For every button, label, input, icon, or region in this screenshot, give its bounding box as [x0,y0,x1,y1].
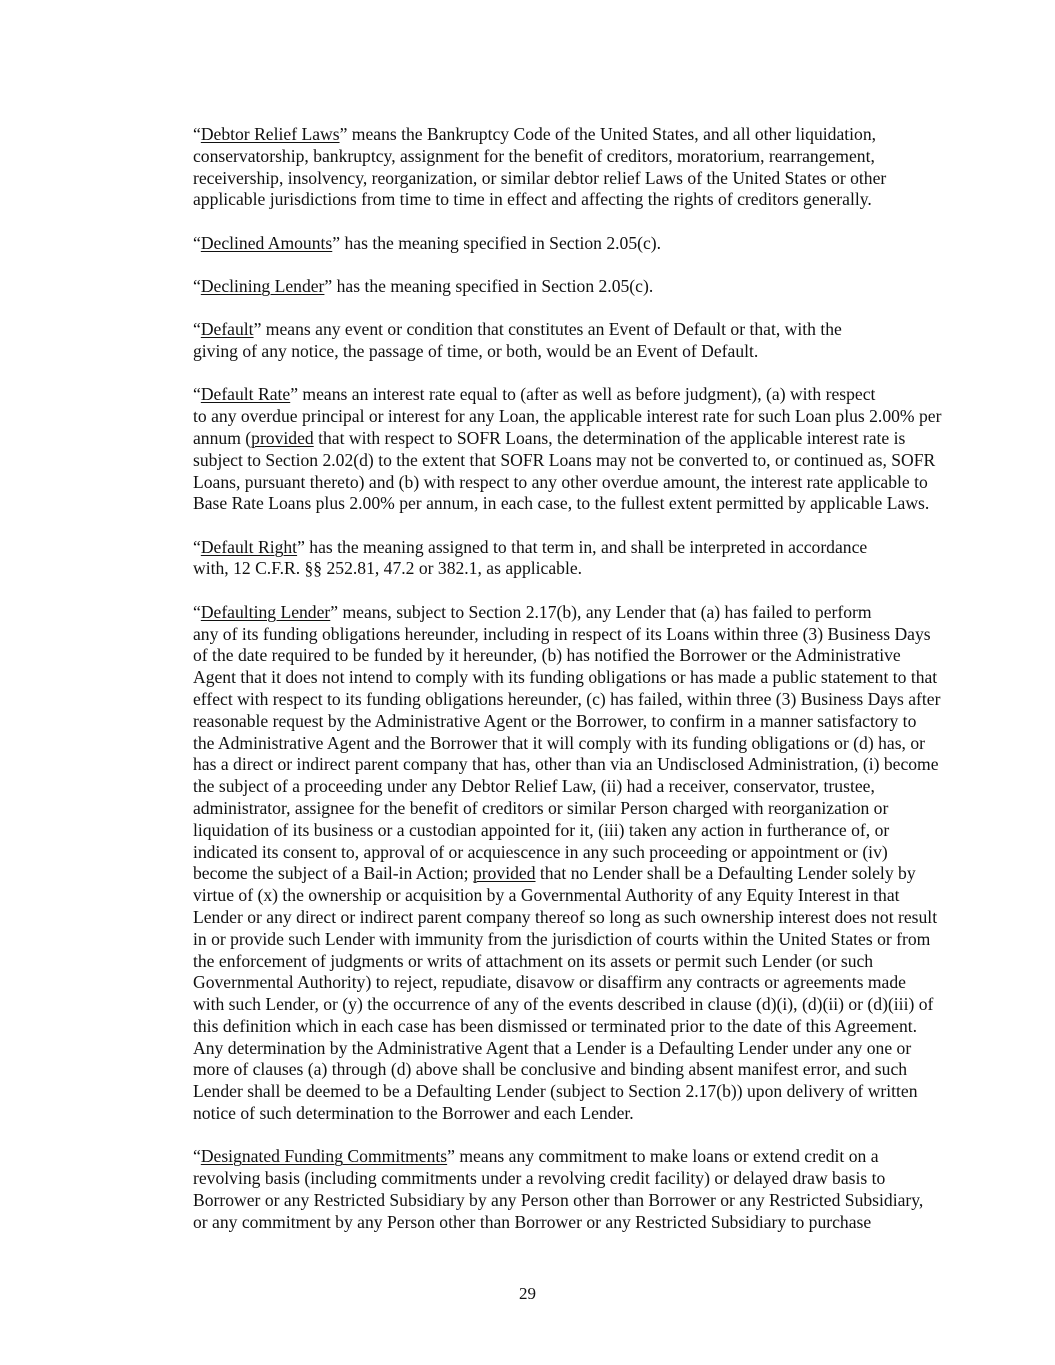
text-line: notice of such determination to the Borrower and each Lender. [193,1103,634,1124]
text-line: Agent that it does not intend to comply with its funding obligations or has made a public statement to that [193,667,938,688]
defined-term: Debtor Relief Laws [200,124,340,144]
page-number: 29 [519,1284,536,1303]
definition-designated-funding-commitments: “Designated Funding Commitments” means any commitment to make loans or extend credit on a revolving basis (including commitments under a revolving credit facility) or delayed draw basis to Borrower or any Restricted Subsidiary by any Person other than Borrower or any Restricted Subsidiary, or any commitment by any Person other than Borrower or any Restricted Subsidiary to purchase [124,1146,939,1233]
definition-default-right: “Default Right” has the meaning assigned to that term in, and shall be interpreted in accordance with, 12 C.F.R. §§ 252.81, 47.2 or 382.1, as applicable. [124,537,939,581]
text-line: or any commitment by any Person other than Borrower or any Restricted Subsidiary to purchase [193,1211,872,1232]
text-line: ” has the meaning specified in Section 2.05(c). [332,232,662,253]
text-line: more of clauses (a) through (d) above shall be conclusive and binding absent manifest error, and such [193,1059,908,1080]
text-line: annum (provided that with respect to SOFR Loans, the determination of the applicable interest rate is [193,427,906,448]
text-line: revolving basis (including commitments under a revolving credit facility) or delayed draw basis to [193,1168,886,1189]
definition-default: “Default” means any event or condition that constitutes an Event of Default or that, with the giving of any notice, the passage of time, or both, would be an Event of Default. [124,319,939,363]
definition-debtor-relief-laws: “Debtor Relief Laws” means the Bankruptcy Code of the United States, and all other liquidation, conservatorship, bankruptcy, assignment for the benefit of creditors, moratorium, rearrangement, receivership, insolvency, reorganization, or similar debtor relief Laws of the United States or other applicable jurisdictions from time to time in effect and affecting the rights of creditors generally. [124,124,939,211]
defined-term: Default Rate [200,384,291,405]
text-line: ” has the meaning specified in Section 2.05(c). [324,275,654,296]
text-line: applicable jurisdictions from time to time in effect and affecting the rights of creditors generally. [193,189,872,210]
text-line: in or provide such Lender with immunity from the jurisdiction of courts within the United States or from [193,928,931,949]
text-line: ” means the Bankruptcy Code of the United States, and all other liquidation, [339,124,877,144]
text-line: with such Lender, or (y) the occurrence of any of the events described in clause (d)(i), (d)(ii) or (d)(iii) of [193,994,934,1015]
text-line: any of its funding obligations hereunder, including in respect of its Loans within three (3) Business Days [193,623,931,644]
emphasis-provided: provided [251,427,314,448]
definition-declining-lender: “Declining Lender” has the meaning specified in Section 2.05(c). [193,275,654,296]
text-line: the subject of a proceeding under any Debtor Relief Law, (ii) had a receiver, conservator, trustee, [193,776,875,797]
text-line: Any determination by the Administrative Agent that a Lender is a Defaulting Lender under any one or [193,1037,912,1058]
defined-term: Declining Lender [200,275,325,296]
emphasis-provided: provided [472,863,536,884]
definition-defaulting-lender: “Defaulting Lender” means, subject to Section 2.17(b), any Lender that (a) has failed to perform any of its funding obligations hereunder, including in respect of its Loans within three (3) Business Days of the date required to be funded by it hereunder, (b) has notified the Borrower or the Administrative Agent that it does not intend to comply with its funding obligations or has made a public statement to that effect with respect to its funding obligations hereunder, (c) has failed, within three (3) Business Days after reasonable request by the Administrative Agent or the Borrower, to confirm in a manner satisfactory to the Administrative Agent and the Borrower that it will comply with its funding obligations or (d) has, or has a direct or indirect parent company that has, other than via an Undisclosed Administration, (i) become the subject of a proceeding under any Debtor Relief Law, (ii) had a receiver, conservator, trustee, administrator, assignee for the benefit of creditors or similar Person charged with reorganization or liquidation of its business or a custodian appointed for it, (iii) taken any action in furtherance of, or indicated its consent to, approval of or acquiescence in any such proceeding or appointment or (iv) become the subject of a Bail-in Action; provided that no Lender shall be a Defaulting Lender solely by virtue of (x) the ownership or acquisition by a Governmental Authority of any Equity Interest in that Lender or any direct or indirect parent company thereof so long as such ownership interest does not result in or provide such Lender with immunity from the jurisdiction of courts within the United States or from the enforcement of judgments or writs of attachment on its assets or permit such Lender (or such Governmental Authority) to reject, repudiate, disavow or disaffirm any contracts or agreements made with such Lender, or (y) the occurrence of any of the events described in clause (d)(i), (d)(ii) or (d)(iii) of this definition which in each case has been dismissed or terminated prior to the date of this Agreement. Any determination by the Administrative Agent that a Lender is a Defaulting Lender under any one or more of clauses (a) through (d) above shall be conclusive and binding absent manifest error, and such Lender shall be deemed to be a Defaulting Lender (subject to Section 2.17(b)) upon delivery of written notice of such determination to the Borrower and each Lender. [124,602,939,1125]
text-line: become the subject of a Bail-in Action; provided that no Lender shall be a Defaulting Lender solely by [193,863,916,884]
text-line: Governmental Authority) to reject, repudiate, disavow or disaffirm any contracts or agreements made [193,972,906,993]
definition-default-rate: “Default Rate” means an interest rate equal to (after as well as before judgment), (a) with respect to any overdue principal or interest for any Loan, the applicable interest rate for such Loan plus 2.00% per annum (provided that with respect to SOFR Loans, the determination of the applicable interest rate is subject to Section 2.02(d) to the extent that SOFR Loans may not be converted to, or continued as, SOFR Loans, pursuant thereto) and (b) with respect to any other overdue amount, the interest rate applicable to Base Rate Loans plus 2.00% per annum, in each case, to the fullest extent permitted by applicable Laws. [124,384,939,515]
text-line: Loans, pursuant thereto) and (b) with respect to any other overdue amount, the interest rate applicable to [193,471,928,492]
text-line: Base Rate Loans plus 2.00% per annum, in each case, to the fullest extent permitted by applicable Laws. [193,493,930,514]
defined-term: Default Right [200,536,298,557]
defined-term: Designated Funding Commitments [200,1146,448,1167]
text-line: ” means any commitment to make loans or extend credit on a [447,1146,879,1167]
text-line: ” means any event or condition that constitutes an Event of Default or that, with the [253,319,842,340]
text-line: the enforcement of judgments or writs of attachment on its assets or permit such Lender (or such [193,950,874,971]
text-line: liquidation of its business or a custodian appointed for it, (iii) taken any action in furtherance of, or [193,819,890,840]
text-line: with, 12 C.F.R. §§ 252.81, 47.2 or 382.1, as applicable. [193,558,583,579]
text-line: ” means an interest rate equal to (after as well as before judgment), (a) with respect [290,384,876,405]
text-line: Lender or any direct or indirect parent company thereof so long as such ownership interest does not result [193,906,938,927]
text-line: to any overdue principal or interest for any Loan, the applicable interest rate for such Loan plus 2.00% per [193,406,942,427]
defined-term: Default [200,319,254,340]
text-line: of the date required to be funded by it hereunder, (b) has notified the Borrower or the Administrative [193,645,901,666]
text-line: reasonable request by the Administrative Agent or the Borrower, to confirm in a manner satisfactory to [193,710,917,731]
text-line: effect with respect to its funding obligations hereunder, (c) has failed, within three (3) Business Days after [193,688,941,709]
text-line: conservatorship, bankruptcy, assignment for the benefit of creditors, moratorium, rearrangement, [193,145,875,166]
text-line: this definition which in each case has been dismissed or terminated prior to the date of this Agreement. [193,1015,918,1036]
text-line: the Administrative Agent and the Borrower that it will comply with its funding obligations or (d) has, or [193,732,925,753]
text-line: subject to Section 2.02(d) to the extent that SOFR Loans may not be converted to, or continued as, SOFR [193,449,936,470]
defined-term: Defaulting Lender [200,601,331,622]
text-line: Lender shall be deemed to be a Defaulting Lender (subject to Section 2.17(b)) upon delivery of written [193,1081,918,1102]
text-line: indicated its consent to, approval of or acquiescence in any such proceeding or appointment or (iv) [193,841,888,862]
text-line: receivership, insolvency, reorganization, or similar debtor relief Laws of the United States or other [193,167,887,188]
text-line: administrator, assignee for the benefit of creditors or similar Person charged with reorganization or [193,797,889,818]
document-page [124,124,942,1255]
text-line: Borrower or any Restricted Subsidiary by any Person other than Borrower or any Restricted Subsidiary, [193,1189,924,1210]
text-line: ” means, subject to Section 2.17(b), any Lender that (a) has failed to perform [330,601,872,622]
text-line: virtue of (x) the ownership or acquisition by a Governmental Authority of any Equity Interest in that [193,885,900,906]
text-line: giving of any notice, the passage of time, or both, would be an Event of Default. [193,341,759,362]
defined-term: Declined Amounts [200,232,333,253]
definition-declined-amounts: “Declined Amounts” has the meaning specified in Section 2.05(c). [193,232,662,253]
text-line: has a direct or indirect parent company that has, other than via an Undisclosed Administration, (i) become [193,754,939,775]
text-line: ” has the meaning assigned to that term in, and shall be interpreted in accordance [297,536,868,557]
